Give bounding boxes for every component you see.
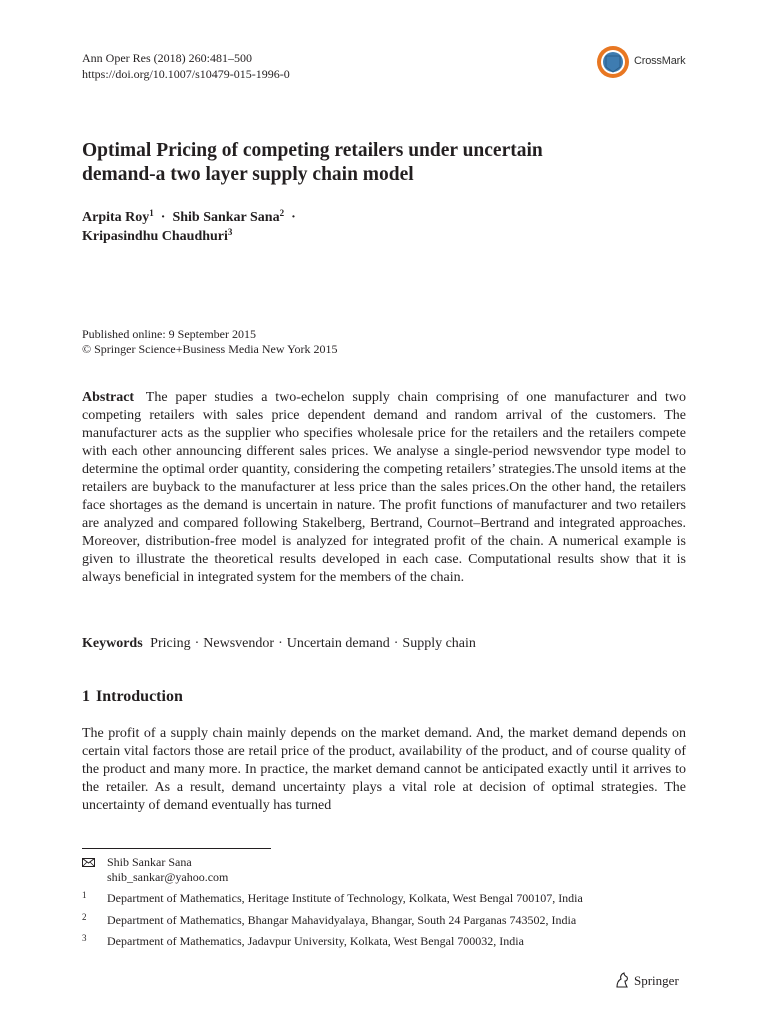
author-affiliation-mark: 1 bbox=[149, 208, 154, 218]
author-name[interactable]: Arpita Roy bbox=[82, 210, 150, 225]
author-separator: · bbox=[160, 210, 166, 225]
abstract bbox=[82, 389, 686, 587]
author-separator: · bbox=[291, 210, 296, 225]
correspondence bbox=[82, 855, 382, 887]
affiliation-text: Department of Mathematics, Jadavpur University, Kolkata, West Bengal 700032, India bbox=[107, 934, 524, 948]
correspondence-email[interactable]: shib_sankar@yahoo.com bbox=[107, 870, 229, 884]
abstract-label: Abstract bbox=[82, 390, 135, 405]
author-affiliation-mark: 3 bbox=[227, 227, 233, 237]
publication-info bbox=[82, 327, 338, 357]
section-title: Introduction bbox=[96, 688, 183, 705]
affiliation-number: 3 bbox=[82, 933, 87, 943]
published-date: Published online: 9 September 2015 bbox=[82, 327, 256, 341]
abstract-text: The paper studies a two-echelon supply chain comprising of one manufacturer and two competing retailers with sales price dependent demand and random arrival of the customers. The manufacturer acts as the supplier who specifies wholesale price for the retailers and the retailers compete with each other announcing different sales prices. We analyse a single-period newsvendor type model to determine the optimal order quantity, considering the competing retailers’ strategies.The unsold items at the retailers are buyback to the manufacturer at less price than the sales prices.On the other hand, the retailers face shortages as the demand is uncertain in nature. The profit functions of manufacturer and two retailers are analyzed and compared following Stakelberg, Bertrand, Cournot–Bertrand and integrated approaches. Moreover, distribution-free model is analyzed for integrated profit of the chain. A numerical example is given to illustrate the theoretical results developed in each case. Computational results show that it is always beneficial in integrated system for the members of the chain. bbox=[82, 390, 687, 585]
correspondence-text bbox=[107, 855, 228, 885]
section-heading bbox=[82, 687, 183, 707]
author-line-1 bbox=[82, 208, 303, 227]
author-affiliation-mark: 2 bbox=[279, 208, 285, 218]
correspondence-name: Shib Sankar Sana bbox=[107, 855, 192, 869]
affiliation-3 bbox=[82, 934, 702, 950]
author-line-2 bbox=[82, 227, 303, 246]
section-number: 1 bbox=[82, 688, 90, 705]
crossmark-badge[interactable] bbox=[596, 44, 716, 80]
author-name[interactable]: Shib Sankar Sana bbox=[172, 210, 280, 225]
keyword-separator: · bbox=[194, 636, 200, 651]
author-name[interactable]: Kripasindhu Chaudhuri bbox=[82, 229, 228, 244]
springer-logo bbox=[614, 971, 694, 991]
keywords-label: Keywords bbox=[82, 636, 143, 651]
keyword: Supply chain bbox=[402, 636, 476, 651]
keyword-separator: · bbox=[278, 636, 283, 651]
title-line-1: Optimal Pricing of competing retailers under uncertain bbox=[82, 140, 543, 161]
envelope-icon bbox=[82, 858, 95, 867]
affiliation-number: 2 bbox=[82, 912, 87, 922]
keyword: Uncertain demand bbox=[286, 636, 390, 651]
affiliation-text: Department of Mathematics, Bhangar Mahavidyalaya, Bhangar, South 24 Parganas 743502, India bbox=[107, 913, 577, 927]
introduction-paragraph: The profit of a supply chain mainly depends on the market demand. And, the market demand depends on certain vital factors those are retail price of the product, availability of the product, and of course quality of the product and many more. In practice, the market demand cannot be anticipated exactly until it arrives to the retailer. As a result, demand uncertainty plays a vital role at decision of optimal strategies. The uncertainty of demand eventually has turned bbox=[82, 726, 686, 813]
springer-horse-icon bbox=[614, 972, 630, 989]
crossmark-icon bbox=[596, 45, 630, 79]
paper-title bbox=[82, 139, 692, 187]
affiliation-number: 1 bbox=[82, 890, 87, 900]
affiliation-text: Department of Mathematics, Heritage Institute of Technology, Kolkata, West Bengal 700107, India bbox=[107, 891, 583, 905]
springer-label: Springer bbox=[634, 973, 679, 988]
keyword-separator: · bbox=[393, 636, 399, 651]
affiliation-2 bbox=[82, 913, 702, 929]
author-list bbox=[82, 208, 303, 246]
journal-header bbox=[82, 50, 290, 82]
journal-citation: Ann Oper Res (2018) 260:481–500 bbox=[82, 51, 252, 65]
title-line-2: demand-a two layer supply chain model bbox=[82, 164, 414, 185]
crossmark-label: CrossMark bbox=[634, 55, 686, 67]
doi-link[interactable]: https://doi.org/10.1007/s10479-015-1996-0 bbox=[82, 67, 290, 81]
affiliation-1 bbox=[82, 891, 702, 907]
keyword: Newsvendor bbox=[203, 636, 275, 651]
keyword: Pricing bbox=[150, 636, 191, 651]
keywords bbox=[82, 635, 686, 653]
footnote-rule bbox=[82, 848, 271, 849]
copyright-line: © Springer Science+Business Media New York 2015 bbox=[82, 342, 338, 356]
